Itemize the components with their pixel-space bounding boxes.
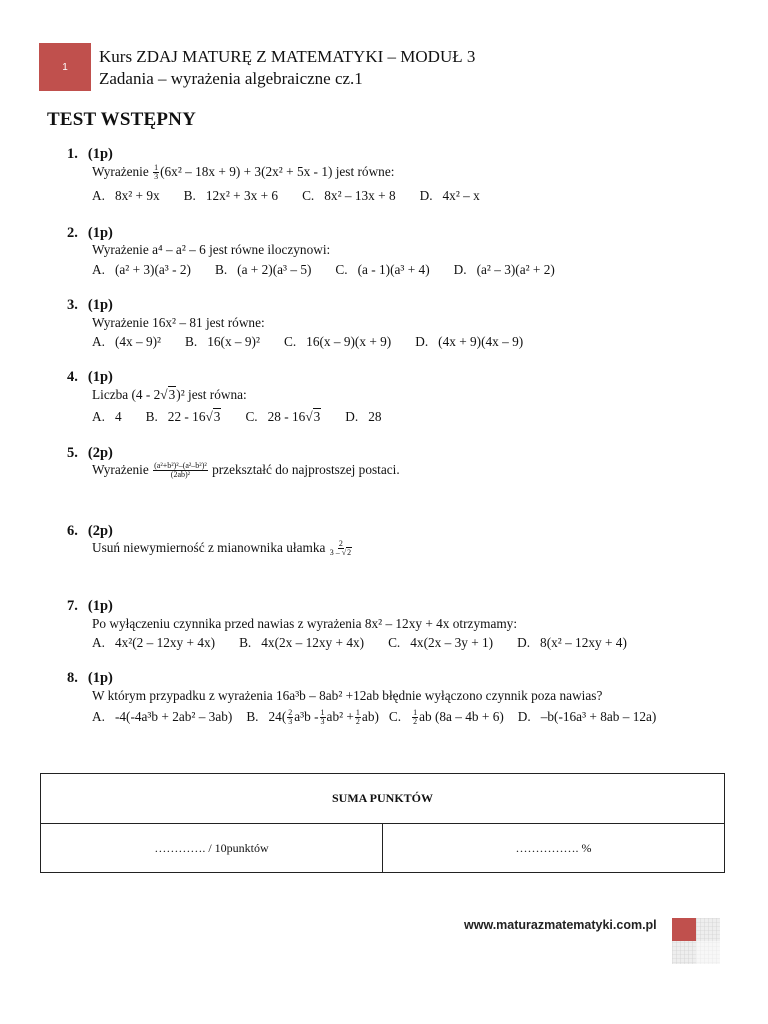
question-points: (1p): [87, 225, 113, 241]
question-points: (2p): [87, 445, 113, 461]
question-number: 4.: [67, 369, 78, 385]
question-points: (1p): [87, 369, 113, 385]
question-number: 5.: [67, 445, 78, 461]
question-6: [67, 523, 352, 558]
score-table-title: SUMA PUNKTÓW: [41, 774, 725, 824]
percent-field[interactable]: ……………. %: [383, 824, 725, 873]
question-1: [67, 146, 480, 203]
fraction: $\frac{1}{3}$: [154, 163, 159, 182]
question-7: [67, 598, 627, 650]
page-number: 1: [62, 61, 68, 73]
answer-b[interactable]: B. (a + 2)(a³ – 5): [214, 262, 312, 277]
answer-a[interactable]: A. 4: [92, 409, 122, 424]
question-prompt: Liczba (4 - 2√3)² jest równa:: [92, 387, 247, 402]
question-points: (1p): [87, 670, 113, 686]
question-number: 8.: [67, 670, 78, 686]
question-prompt: Wyrażenie a⁴ – a² – 6 jest równe iloczynowi:: [92, 242, 331, 257]
answer-options: [92, 334, 547, 350]
logo-grid-icon: [672, 918, 720, 964]
answer-d[interactable]: D. 8(x² – 12xy + 4): [517, 635, 627, 650]
question-number: 3.: [67, 297, 78, 313]
answer-d[interactable]: D. (a² – 3)(a² + 2): [453, 262, 555, 277]
answer-c[interactable]: C. 4x(2x – 3y + 1): [388, 635, 494, 650]
answer-a[interactable]: A. (a² + 3)(a³ - 2): [92, 262, 191, 277]
answer-options: [92, 709, 656, 726]
answer-b[interactable]: B. 16(x – 9)²: [185, 334, 260, 349]
answer-b[interactable]: B. 24( $\frac{2}{3}$ a³b - $\frac{1}{3}$ ab² + $\frac{1}{2}$ ab): [246, 708, 379, 726]
answer-options: [92, 635, 651, 651]
answer-options: [92, 409, 406, 425]
question-prompt: Usuń niewymierność z mianownika ułamka $\frac{2}{3 - √2}$: [92, 539, 352, 558]
answer-d[interactable]: D. (4x + 9)(4x – 9): [415, 334, 524, 349]
question-prompt: Wyrażenie $\frac{1}{3}$ (6x² – 18x + 9) + 3(2x² + 5x - 1) jest równe:: [92, 163, 395, 182]
answer-b[interactable]: B. 12x² + 3x + 6: [183, 188, 279, 203]
question-prompt: Wyrażenie 16x² – 81 jest równe:: [92, 315, 265, 330]
answer-d[interactable]: D. –b(-16a³ + 8ab – 12a): [517, 709, 657, 724]
question-number: 2.: [67, 225, 78, 241]
answer-d[interactable]: D. 4x² – x: [419, 188, 480, 203]
question-points: (1p): [87, 146, 113, 162]
question-prompt: Wyrażenie $\frac{\text{(a²+b²)²–(a²–b²)²}}{\text{(2ab)²}}$ przekształć do najprostszej postaci.: [92, 461, 400, 480]
fraction: $\frac{\text{(a²+b²)²–(a²–b²)²}}{\text{(2ab)²}}$: [154, 461, 207, 480]
question-3: [67, 297, 524, 349]
question-2: [67, 225, 555, 277]
question-prompt: Po wyłączeniu czynnika przed nawias z wyrażenia 8x² – 12xy + 4x otrzymamy:: [92, 616, 518, 631]
sqrt: √3: [160, 387, 176, 402]
score-table: [40, 773, 725, 873]
fraction: $\frac{2}{3 - √2}$: [329, 539, 352, 558]
question-prompt: W którym przypadku z wyrażenia 16a³b – 8ab² +12ab błędnie wyłączono czynnik poza nawias?: [92, 688, 603, 703]
answer-d[interactable]: D. 28: [345, 409, 382, 424]
answer-c[interactable]: C. $\frac{1}{2}$ ab (8a – 4b + 6): [388, 708, 504, 726]
answer-a[interactable]: A. 4x²(2 – 12xy + 4x): [92, 635, 216, 650]
page-number-badge: [39, 43, 91, 91]
answer-a[interactable]: A. (4x – 9)²: [92, 334, 162, 349]
answer-options: [92, 188, 504, 204]
answer-a[interactable]: A. -4(-4a³b + 2ab² – 3ab): [92, 709, 233, 724]
answer-b[interactable]: B. 22 - 16 √3: [145, 409, 221, 424]
answer-options: [92, 262, 579, 278]
answer-a[interactable]: A. 8x² + 9x: [92, 188, 160, 203]
question-5: [67, 445, 400, 480]
question-8: [67, 670, 657, 726]
question-number: 6.: [67, 523, 78, 539]
footer-url[interactable]: www.maturazmatematyki.com.pl: [464, 918, 657, 932]
answer-c[interactable]: C. 8x² – 13x + 8: [302, 188, 396, 203]
answer-b[interactable]: B. 4x(2x – 12xy + 4x): [239, 635, 365, 650]
test-title: TEST WSTĘPNY: [47, 109, 197, 130]
question-4: [67, 369, 382, 424]
answer-c[interactable]: C. (a - 1)(a³ + 4): [335, 262, 430, 277]
question-points: (2p): [87, 523, 113, 539]
course-subtitle: Zadania – wyrażenia algebraiczne cz.1: [99, 69, 363, 88]
question-points: (1p): [87, 598, 113, 614]
answer-c[interactable]: C. 16(x – 9)(x + 9): [283, 334, 392, 349]
points-field[interactable]: …………. / 10punktów: [41, 824, 383, 873]
question-points: (1p): [87, 297, 113, 313]
answer-c[interactable]: C. 28 - 16 √3: [245, 409, 321, 424]
question-number: 7.: [67, 598, 78, 614]
question-number: 1.: [67, 146, 78, 162]
course-title: Kurs ZDAJ MATURĘ Z MATEMATYKI – MODUŁ 3: [99, 47, 476, 66]
